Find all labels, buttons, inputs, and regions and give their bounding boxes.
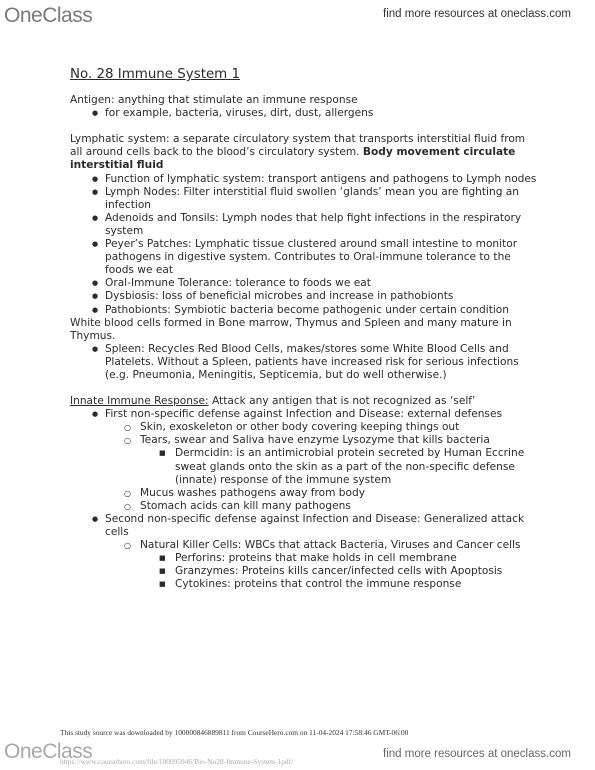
list-item: ● Pathobionts: Symbiotic bacteria become pathogenic under certain condition: [70, 304, 540, 317]
innate-label: Innate Immune Response:: [70, 395, 209, 408]
lymphatic-text: Lymphatic system: a separate circulatory system that transports interstitial fluid from all around cells back to the blood’s circulatory system.: [70, 133, 526, 159]
innate-text: Attack any antigen that is not recognized as ‘self’: [208, 395, 476, 408]
oneclass-logo[interactable]: OneClass: [4, 4, 93, 27]
innate-list: [70, 408, 540, 591]
spleen-list: [70, 343, 540, 382]
page-title: No. 28 Immune System 1: [70, 67, 240, 82]
list-item: ○ Mucus washes pathogens away from body: [70, 487, 540, 500]
list-item: ● Adenoids and Tonsils: Lymph nodes that help fight infections in the respiratory system: [70, 212, 540, 238]
list-item: ○ Skin, exoskeleton or other body covering keeping things out: [70, 421, 540, 434]
list-item: ○ Tears, swear and Saliva have enzyme Lysozyme that kills bacteria: [70, 434, 540, 447]
source-url[interactable]: https://www.coursehero.com/file/100095946/Bio-No28-Immune-System-1pdf/: [60, 757, 294, 766]
download-watermark: This study source was downloaded by 100000846889811 from CourseHero.com on 11-04-2024 17:58:46 GMT-06:00: [60, 728, 409, 737]
list-item: ● Function of lymphatic system: transport antigens and pathogens to Lymph nodes: [70, 173, 540, 186]
list-item: ● Peyer’s Patches: Lymphatic tissue clustered around small intestine to monitor pathogens in digestive system. Contributes to Oral-immune tolerance to the foods we eat: [70, 238, 540, 277]
list-item: ■ Dermcidin: is an antimicrobial protein secreted by Human Eccrine sweat glands onto the skin as a part of the non-specific defense (innate) response of the immune system: [70, 447, 540, 486]
list-item: ● for example, bacteria, viruses, dirt, dust, allergens: [70, 107, 540, 120]
list-item: ● Dysbiosis: loss of beneficial microbes and increase in pathobionts: [70, 290, 540, 303]
list-item: ○ Natural Killer Cells: WBCs that attack Bacteria, Viruses and Cancer cells: [70, 539, 540, 552]
list-item: ■ Perforins: proteins that make holds in cell membrane: [70, 552, 540, 565]
list-item: ■ Granzymes: Proteins kills cancer/infected cells with Apoptosis: [70, 565, 540, 578]
antigen-list: [70, 107, 540, 120]
lymphatic-bold-text: Body movement circulate interstitial fluid: [70, 146, 516, 172]
innate-response-heading: [70, 395, 540, 408]
list-item: ■ Cytokines: proteins that control the immune response: [70, 578, 540, 591]
list-item: ● First non-specific defense against Infection and Disease: external defenses: [70, 408, 540, 421]
list-item: ● Oral-Immune Tolerance: tolerance to foods we eat: [70, 277, 540, 290]
find-more-link-footer[interactable]: find more resources at oneclass.com: [383, 748, 571, 760]
list-item: ● Spleen: Recycles Red Blood Cells, makes/stores some White Blood Cells and Platelets. Without a Spleen, patients have increased risk for serious infections (e.g. Pneumonia, Meningitis, Septicemia, but do well otherwise.): [70, 343, 540, 382]
lymphatic-list: [70, 173, 540, 317]
oneclass-logo-footer[interactable]: OneClass: [4, 740, 93, 763]
find-more-link[interactable]: find more resources at oneclass.com: [383, 8, 571, 20]
list-item: ● Lymph Nodes: Filter interstitial fluid swollen ‘glands’ mean you are fighting an infection: [70, 186, 540, 212]
list-item: ● Second non-specific defense against Infection and Disease: Generalized attack cells: [70, 513, 540, 539]
list-item: ○ Stomach acids can kill many pathogens: [70, 500, 540, 513]
document-body: [70, 68, 540, 591]
lymphatic-definition: [70, 133, 540, 172]
antigen-definition: Antigen: anything that stimulate an immune response: [70, 94, 358, 107]
wbc-paragraph: White blood cells formed in Bone marrow, Thymus and Spleen and many mature in Thymus.: [70, 316, 512, 342]
